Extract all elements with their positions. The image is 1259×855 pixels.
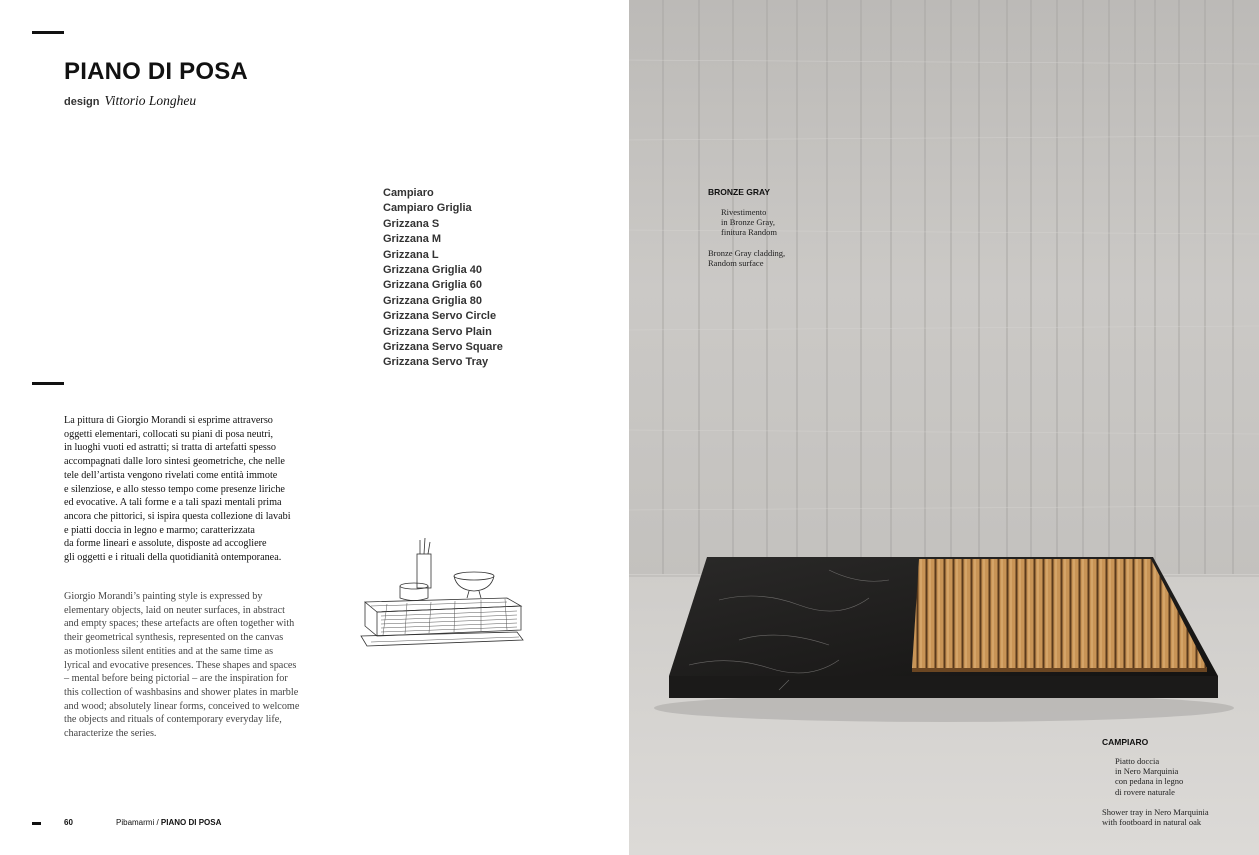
left-page [0, 0, 629, 855]
caption-line: Shower tray in Nero Marquinia [1102, 807, 1209, 817]
text-line: and wood; absolutely linear forms, conceived to welcome [64, 700, 300, 712]
caption-line: Piatto doccia [1115, 756, 1160, 766]
text-line: ed evocative. A tali forme e a tali spazi mentali prima [64, 497, 282, 509]
text-line: tele dell’artista vengono rivelati come entità immote [64, 469, 278, 481]
caption-line: Bronze Gray cladding, [708, 248, 786, 258]
text-line: their geometrical synthesis, represented on the canvas [64, 632, 284, 644]
product-item: Campiaro [383, 187, 434, 199]
text-line: elementary objects, laid on neuter surfaces, in abstract [64, 604, 285, 616]
text-line: in luoghi vuoti ed astratti; si tratta di artefatti spesso [64, 442, 276, 454]
shower-tray-edge [669, 676, 1218, 698]
product-photo [629, 0, 1259, 855]
text-line: and empty spaces; these artefacts are often together with [64, 618, 295, 630]
design-prefix: design [64, 96, 100, 108]
footer-rule [32, 822, 41, 825]
caption-line: in Nero Marquinia [1115, 766, 1179, 777]
product-item: Grizzana Servo Square [383, 341, 503, 354]
caption-line: in Bronze Gray, [721, 217, 775, 228]
caption-line: con pedana in legno [1115, 776, 1184, 787]
tray-shadow [654, 694, 1234, 722]
product-item: Grizzana Servo Tray [383, 356, 489, 369]
page-number: 60 [64, 818, 73, 827]
text-line: ancora che pittorici, si ispira questa collezione di lavabi [64, 510, 291, 522]
running-head-separator: / [154, 818, 161, 827]
text-line: accompagnati dalle loro sintesi geometriche, che nelle [64, 456, 285, 468]
product-item: Grizzana Griglia 40 [383, 264, 483, 277]
text-line: oggetti elementari, collocati su piani di posa neutri, [64, 428, 274, 440]
product-item: Grizzana Servo Plain [383, 325, 492, 338]
product-list [383, 186, 503, 371]
text-line: the objects and rituals of contemporary everyday life, [64, 714, 282, 726]
running-head [116, 818, 221, 827]
text-line: characterize the series. [64, 728, 157, 740]
caption-bottom-english [1102, 807, 1209, 827]
running-head-brand: Pibamarmi [116, 818, 155, 827]
right-page [629, 0, 1259, 855]
text-line: as motionless silent entities and at the same time as [64, 645, 274, 657]
text-line: this collection of washbasins and shower plates in marble [64, 686, 299, 698]
text-line: e silenziose, e allo stesso tempo come presenze liriche [64, 483, 285, 495]
product-item: Campiaro Griglia [383, 202, 472, 215]
product-item: Grizzana M [383, 233, 442, 246]
text-line: e piatti doccia in legno e marmo; caratterizzata [64, 524, 255, 536]
product-item: Grizzana Griglia 80 [383, 294, 483, 307]
section-rule [32, 382, 64, 385]
caption-bottom-italian [1115, 756, 1183, 797]
text-line: lyrical and evocative presences. These shapes and spaces [64, 659, 297, 671]
page-title: PIANO DI POSA [64, 58, 248, 85]
caption-line: Rivestimento [721, 207, 767, 217]
wall [629, 0, 1259, 578]
caption-line: finitura Random [721, 227, 777, 238]
caption-top-label: BRONZE GRAY [708, 187, 771, 197]
designer-name: Vittorio Longheu [104, 93, 197, 108]
english-description [64, 590, 314, 741]
product-item: Grizzana Servo Circle [383, 310, 497, 323]
caption-bottom-label: CAMPIARO [1102, 737, 1149, 747]
product-item: Grizzana Griglia 60 [383, 279, 483, 292]
text-line: – mental before being pictorial – are the inspiration for [64, 673, 288, 685]
product-item: Grizzana S [383, 217, 440, 230]
text-line: gli oggetti e i rituali della quotidianità ontemporanea. [64, 552, 282, 564]
text-line: Giorgio Morandi’s painting style is expressed by [64, 591, 263, 602]
product-sketch [357, 536, 525, 652]
top-rule [32, 31, 64, 34]
running-head-title: PIANO DI POSA [160, 818, 222, 827]
caption-top-italian [721, 207, 777, 238]
caption-line: with footboard in natural oak [1102, 817, 1202, 828]
text-line: da forme lineari e assolute, disposte ad accogliere [64, 538, 267, 550]
design-credit [64, 93, 196, 109]
caption-line: di rovere naturale [1115, 786, 1175, 797]
caption-top-english [708, 248, 785, 268]
product-item: Grizzana L [383, 248, 439, 261]
text-line: La pittura di Giorgio Morandi si esprime attraverso [64, 415, 273, 426]
italian-description [64, 414, 314, 565]
caption-line: Random surface [708, 258, 764, 269]
